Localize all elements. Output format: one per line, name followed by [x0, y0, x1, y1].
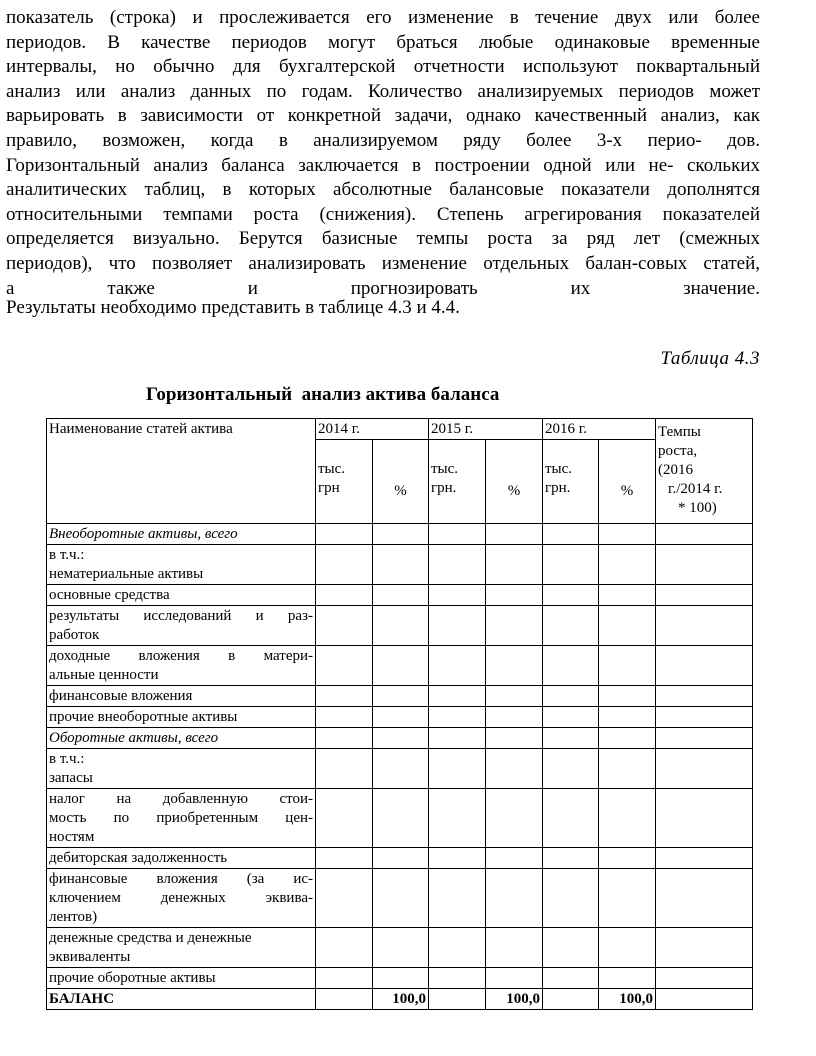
row-label-line: работок	[49, 627, 100, 643]
header-unit: тыс. грн.	[543, 440, 599, 524]
empty-cell	[486, 545, 543, 585]
paragraph-line: интервалы, но обычно для бухгалтерской отчетности используют поквартальный	[6, 56, 760, 78]
header-percent: %	[373, 440, 429, 524]
table-row	[47, 928, 753, 968]
empty-cell	[429, 686, 486, 707]
table-row	[47, 789, 753, 848]
table-row	[47, 968, 753, 989]
total-percent-value: 100,0	[599, 989, 656, 1010]
empty-cell	[429, 869, 486, 928]
empty-cell	[543, 728, 599, 749]
row-label-line: мость по приобретенным цен-	[49, 810, 313, 826]
row-label	[47, 869, 316, 928]
empty-cell	[656, 646, 753, 686]
empty-cell	[543, 989, 599, 1010]
empty-cell	[486, 789, 543, 848]
growth-header-line: роста,	[658, 443, 698, 459]
empty-cell	[429, 749, 486, 789]
growth-header-line: * 100)	[678, 500, 717, 516]
row-label-line: ключением денежных эквива-	[49, 890, 313, 906]
empty-cell	[543, 928, 599, 968]
total-percent-value: 100,0	[373, 989, 429, 1010]
row-label	[47, 585, 316, 606]
growth-header-line: Темпы	[658, 424, 701, 440]
row-label-line: денежные средства и денежные	[49, 930, 252, 946]
paragraph-line: а также и прогнозировать их значение.	[6, 277, 760, 299]
empty-cell	[486, 749, 543, 789]
row-label	[47, 606, 316, 646]
body-paragraph	[6, 6, 760, 301]
paragraph-line: аналитических таблиц, в которых абсолютные балансовые показатели дополнятся	[6, 179, 760, 201]
empty-cell	[543, 606, 599, 646]
empty-cell	[316, 968, 373, 989]
empty-cell	[373, 789, 429, 848]
empty-cell	[316, 928, 373, 968]
table-row	[47, 686, 753, 707]
row-label	[47, 646, 316, 686]
table-row	[47, 869, 753, 928]
row-label	[47, 686, 316, 707]
empty-cell	[373, 545, 429, 585]
header-year: 2015 г.	[429, 419, 543, 440]
total-percent-value: 100,0	[486, 989, 543, 1010]
header-unit: тыс. грн	[316, 440, 373, 524]
header-year: 2014 г.	[316, 419, 429, 440]
empty-cell	[656, 749, 753, 789]
header-name-column: Наименование статей актива	[47, 419, 316, 524]
empty-cell	[429, 585, 486, 606]
empty-cell	[429, 524, 486, 545]
empty-cell	[429, 646, 486, 686]
empty-cell	[656, 928, 753, 968]
empty-cell	[599, 585, 656, 606]
row-label-line: эквиваленты	[49, 949, 131, 965]
empty-cell	[316, 707, 373, 728]
empty-cell	[373, 686, 429, 707]
row-label-line: Внеоборотные активы, всего	[49, 526, 238, 542]
row-label-line: нематериальные активы	[49, 566, 204, 582]
empty-cell	[599, 728, 656, 749]
empty-cell	[599, 968, 656, 989]
empty-cell	[429, 707, 486, 728]
empty-cell	[316, 646, 373, 686]
empty-cell	[316, 585, 373, 606]
row-label-line: ностям	[49, 829, 95, 845]
table-row	[47, 524, 753, 545]
table-row	[47, 848, 753, 869]
empty-cell	[429, 789, 486, 848]
empty-cell	[486, 585, 543, 606]
row-label-line: основные средства	[49, 587, 170, 603]
empty-cell	[429, 848, 486, 869]
row-label-line: прочие оборотные активы	[49, 970, 216, 986]
table-row	[47, 646, 753, 686]
empty-cell	[486, 686, 543, 707]
empty-cell	[429, 989, 486, 1010]
empty-cell	[486, 728, 543, 749]
table-row	[47, 585, 753, 606]
empty-cell	[316, 989, 373, 1010]
empty-cell	[373, 606, 429, 646]
row-label-line: налог на добавленную стои-	[49, 791, 313, 807]
empty-cell	[316, 524, 373, 545]
paragraph-line: правило, возможен, когда в анализируемом ряду более 3-х перио- дов.	[6, 129, 760, 151]
row-label	[47, 524, 316, 545]
table-total-row	[47, 989, 753, 1010]
empty-cell	[316, 869, 373, 928]
row-label-line: запасы	[49, 770, 93, 786]
paragraph-line: варьировать в зависимости от конкретной задачи, однако качественный анализ, как	[6, 105, 760, 127]
empty-cell	[373, 869, 429, 928]
table-row	[47, 545, 753, 585]
empty-cell	[373, 749, 429, 789]
empty-cell	[599, 789, 656, 848]
empty-cell	[599, 707, 656, 728]
empty-cell	[656, 789, 753, 848]
paragraph-line: периодов. В качестве периодов могут браться любые одинаковые временные	[6, 31, 760, 53]
empty-cell	[656, 848, 753, 869]
empty-cell	[373, 646, 429, 686]
row-label-line: финансовые вложения	[49, 688, 193, 704]
paragraph-line: анализ или анализ данных по годам. Количество анализируемых периодов может	[6, 80, 760, 102]
empty-cell	[429, 928, 486, 968]
empty-cell	[316, 728, 373, 749]
empty-cell	[543, 545, 599, 585]
empty-cell	[656, 869, 753, 928]
empty-cell	[316, 789, 373, 848]
row-label	[47, 848, 316, 869]
table-header-row	[47, 419, 753, 440]
empty-cell	[543, 686, 599, 707]
empty-cell	[543, 707, 599, 728]
row-label-line: лентов)	[49, 909, 98, 925]
growth-header-line: г./2014 г.	[668, 481, 723, 497]
empty-cell	[599, 606, 656, 646]
header-unit: тыс. грн.	[429, 440, 486, 524]
empty-cell	[373, 928, 429, 968]
empty-cell	[316, 848, 373, 869]
row-label	[47, 545, 316, 585]
empty-cell	[373, 848, 429, 869]
empty-cell	[486, 606, 543, 646]
empty-cell	[656, 585, 753, 606]
row-label-line: дебиторская задолженность	[49, 850, 228, 866]
empty-cell	[429, 545, 486, 585]
empty-cell	[543, 749, 599, 789]
row-label-line: доходные вложения в матери-	[49, 648, 313, 664]
empty-cell	[656, 989, 753, 1010]
empty-cell	[373, 585, 429, 606]
empty-cell	[656, 968, 753, 989]
row-label	[47, 728, 316, 749]
table-title: Горизонтальный анализ актива баланса	[146, 384, 500, 405]
row-label-line: альные ценности	[49, 667, 159, 683]
row-label-line: результаты исследований и раз-	[49, 608, 313, 624]
row-label-line: Оборотные активы, всего	[49, 730, 219, 746]
empty-cell	[656, 524, 753, 545]
paragraph-line: определяется визуально. Берутся базисные темпы роста за ряд лет (смежных	[6, 228, 760, 250]
table-number-label: Таблица 4.3	[660, 348, 760, 369]
empty-cell	[486, 646, 543, 686]
header-percent: %	[599, 440, 656, 524]
empty-cell	[656, 545, 753, 585]
row-label	[47, 789, 316, 848]
empty-cell	[656, 686, 753, 707]
empty-cell	[543, 968, 599, 989]
empty-cell	[599, 869, 656, 928]
header-growth-rate	[656, 419, 753, 524]
empty-cell	[543, 646, 599, 686]
row-label	[47, 968, 316, 989]
empty-cell	[599, 686, 656, 707]
table-row	[47, 707, 753, 728]
empty-cell	[599, 524, 656, 545]
row-label	[47, 749, 316, 789]
empty-cell	[486, 928, 543, 968]
empty-cell	[429, 728, 486, 749]
empty-cell	[599, 928, 656, 968]
paragraph-line: показатель (строка) и прослеживается его изменение в течение двух или более	[6, 7, 760, 28]
empty-cell	[656, 707, 753, 728]
empty-cell	[486, 968, 543, 989]
table-row	[47, 728, 753, 749]
horizontal-analysis-table	[46, 418, 753, 1010]
paragraph-line: относительными темпами роста (снижения). Степень агрегирования показателей	[6, 203, 760, 225]
empty-cell	[656, 606, 753, 646]
empty-cell	[599, 848, 656, 869]
empty-cell	[486, 524, 543, 545]
empty-cell	[373, 524, 429, 545]
empty-cell	[486, 848, 543, 869]
empty-cell	[599, 749, 656, 789]
empty-cell	[543, 585, 599, 606]
empty-cell	[316, 686, 373, 707]
paragraph-line: Горизонтальный анализ баланса заключается в построении одной или не- скольких	[6, 154, 760, 176]
empty-cell	[486, 869, 543, 928]
row-label-line: в т.ч.:	[49, 547, 85, 563]
empty-cell	[543, 869, 599, 928]
empty-cell	[599, 646, 656, 686]
header-year: 2016 г.	[543, 419, 656, 440]
empty-cell	[599, 545, 656, 585]
result-instruction: Результаты необходимо представить в таблице 4.3 и 4.4.	[6, 297, 460, 318]
growth-header-line: (2016	[658, 462, 693, 478]
empty-cell	[486, 707, 543, 728]
header-percent: %	[486, 440, 543, 524]
row-label-line: финансовые вложения (за ис-	[49, 871, 313, 887]
row-label	[47, 707, 316, 728]
empty-cell	[429, 606, 486, 646]
row-label-line: в т.ч.:	[49, 751, 85, 767]
empty-cell	[543, 848, 599, 869]
empty-cell	[373, 968, 429, 989]
empty-cell	[543, 789, 599, 848]
empty-cell	[316, 606, 373, 646]
empty-cell	[429, 968, 486, 989]
empty-cell	[656, 728, 753, 749]
row-label	[47, 928, 316, 968]
empty-cell	[543, 524, 599, 545]
empty-cell	[373, 707, 429, 728]
empty-cell	[373, 728, 429, 749]
empty-cell	[316, 749, 373, 789]
total-label: БАЛАНС	[47, 989, 316, 1010]
row-label-line: прочие внеоборотные активы	[49, 709, 238, 725]
table-row	[47, 749, 753, 789]
paragraph-line: периодов), что позволяет анализировать изменение отдельных балан-совых статей,	[6, 252, 760, 274]
table-row	[47, 606, 753, 646]
empty-cell	[316, 545, 373, 585]
